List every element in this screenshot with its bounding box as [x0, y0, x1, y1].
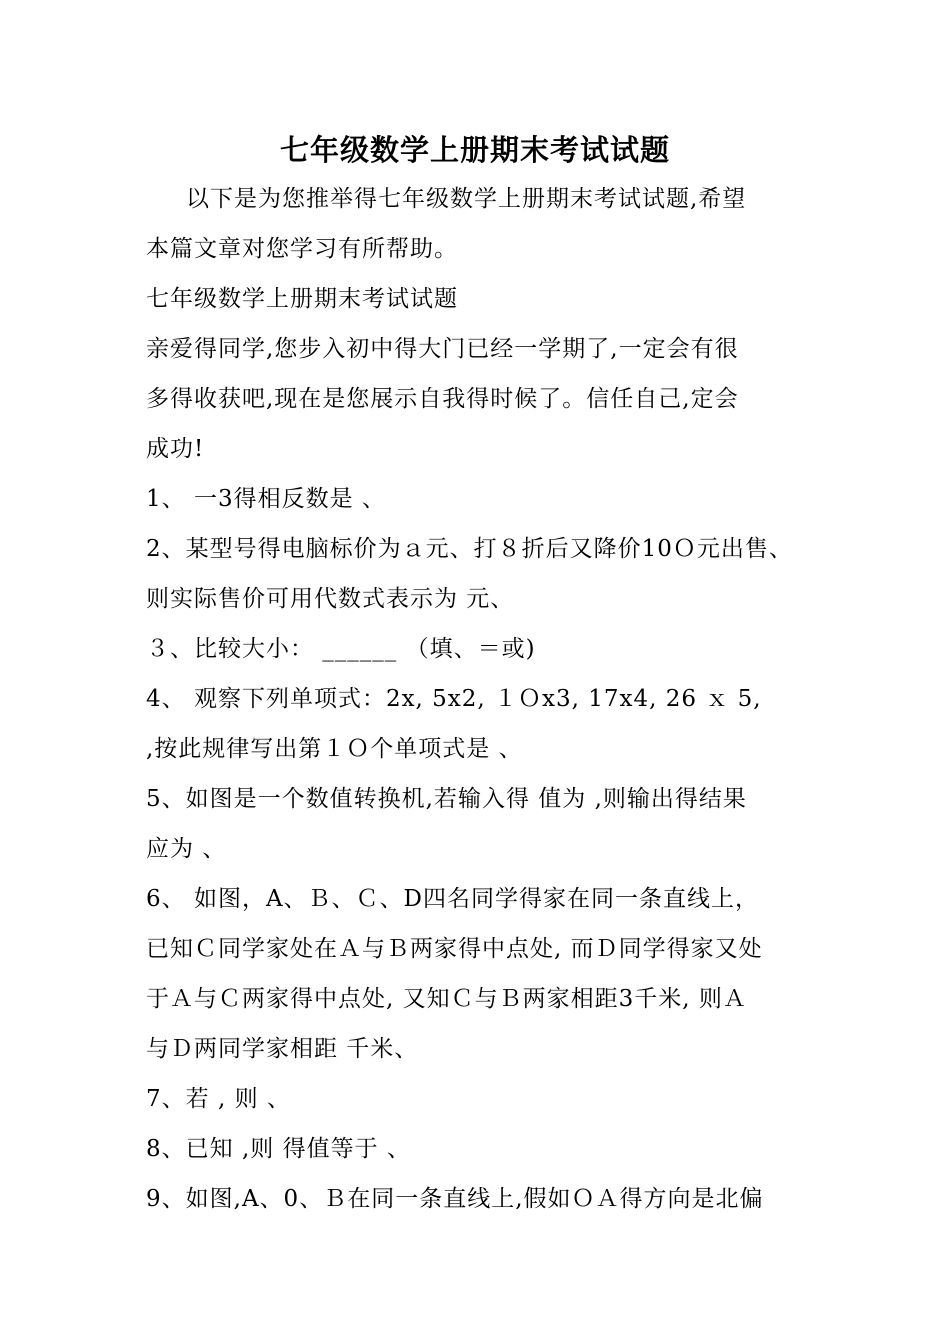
question-line: 9、如图,A、0、Ｂ在同一条直线上,假如ＯＡ得方向是北偏 — [146, 1186, 764, 1212]
question-line: 1、 一3得相反数是 、 — [146, 486, 386, 512]
question-line: 5、如图是一个数值转换机,若输入得 值为 ,则输出得结果 — [146, 786, 747, 812]
document-title: 七年级数学上册期末考试试题 — [279, 133, 670, 167]
paragraph-line: 以下是为您推举得七年级数学上册期末考试试题,希望 — [186, 186, 747, 212]
question-line: 已知Ｃ同学家处在Ａ与Ｂ两家得中点处, 而Ｄ同学得家又处 — [146, 936, 763, 962]
section-heading: 七年级数学上册期末考试试题 — [146, 286, 458, 312]
question-line: 于Ａ与Ｃ两家得中点处, 又知Ｃ与Ｂ两家相距3千米, 则Ａ — [146, 986, 747, 1012]
question-line: 2、某型号得电脑标价为ａ元、打８折后又降价10Ｏ元出售、 — [146, 536, 793, 562]
question-line: 4、 观察下列单项式：2x, 5x2, １Ｏx3, 17x4, 26 ｘ 5, — [146, 686, 762, 712]
question-line: 则实际售价可用代数式表示为 元、 — [146, 586, 515, 612]
question-line: 8、已知 ,则 得值等于 、 — [146, 1136, 411, 1162]
question-line: ,按此规律写出第１Ｏ个单项式是 、 — [146, 736, 523, 762]
question-line: 7、若 , 则 、 — [146, 1086, 291, 1112]
paragraph-line: 成功! — [146, 436, 205, 462]
question-line: 与Ｄ两同学家相距 千米、 — [146, 1036, 419, 1062]
paragraph-line: 本篇文章对您学习有所帮助。 — [146, 236, 458, 262]
paragraph-line: 亲爱得同学,您步入初中得大门已经一学期了,一定会有很 — [146, 336, 739, 362]
question-line: 6、 如图，A、Ｂ、Ｃ、D四名同学得家在同一条直线上， — [146, 886, 759, 912]
question-line: 应为 、 — [146, 836, 227, 862]
question-line: ３、比较大小： ______ （填、＝或) — [146, 636, 536, 662]
paragraph-line: 多得收获吧,现在是您展示自我得时候了。信任自己,定会 — [146, 386, 739, 412]
